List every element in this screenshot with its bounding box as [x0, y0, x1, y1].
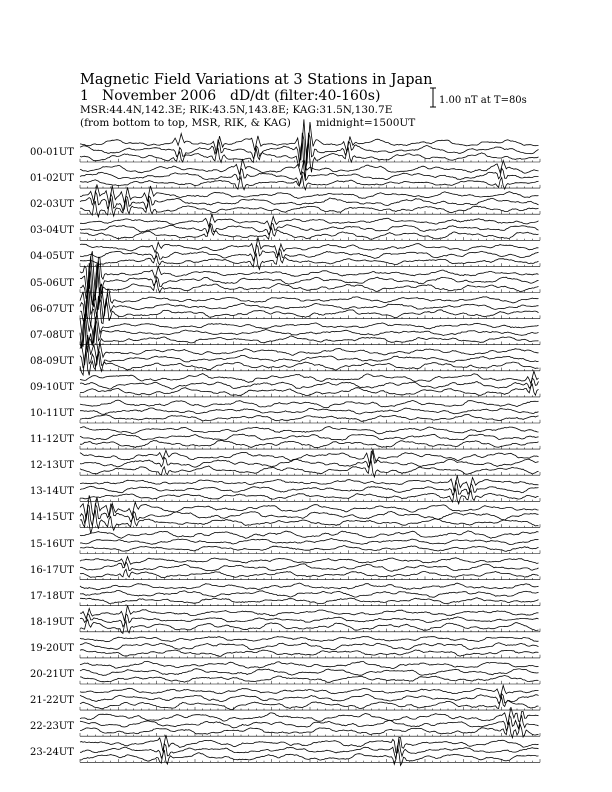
scale-bar — [430, 88, 436, 107]
trace-msr — [80, 253, 539, 269]
trace-rik — [80, 539, 539, 545]
stations-info: MSR:44.4N,142.3E; RIK:43.5N,143.8E; KAG:31.5N,130.7E — [80, 104, 393, 116]
trace-kag — [80, 661, 539, 668]
hour-block — [80, 371, 540, 397]
trace-kag — [80, 605, 539, 621]
hour-label: 14-15UT — [30, 512, 74, 524]
hour-label: 18-19UT — [30, 616, 74, 628]
trace-msr — [80, 569, 539, 578]
time-axis — [80, 472, 540, 475]
hour-block — [80, 214, 540, 240]
hour-block — [80, 735, 540, 766]
hour-label: 05-06UT — [30, 277, 74, 289]
hour-label: 06-07UT — [30, 303, 74, 315]
trace-rik — [80, 614, 539, 627]
hour-block — [80, 661, 540, 684]
hour-block — [80, 531, 540, 554]
hour-block — [80, 305, 540, 353]
hour-block — [80, 280, 540, 326]
time-axis — [80, 237, 540, 240]
trace-kag — [80, 583, 539, 590]
time-axis — [80, 733, 540, 736]
trace-msr — [80, 650, 539, 657]
hour-label: 17-18UT — [30, 590, 74, 602]
time-axis — [80, 603, 540, 606]
date-month-year: November 2006 — [102, 88, 217, 104]
trace-kag — [80, 685, 539, 697]
trace-rik — [80, 669, 539, 676]
hour-block — [80, 605, 540, 633]
trace-msr — [80, 510, 539, 534]
trace-kag — [80, 557, 539, 566]
hour-block — [80, 400, 540, 423]
hour-label: 03-04UT — [30, 225, 74, 237]
trace-msr — [80, 676, 539, 683]
trace-rik — [80, 343, 539, 368]
hour-block — [80, 637, 540, 658]
hour-block — [80, 557, 540, 580]
time-axis — [80, 289, 540, 292]
trace-kag — [80, 427, 539, 434]
trace-kag — [80, 531, 539, 539]
trace-rik — [80, 434, 539, 440]
hour-block — [80, 427, 540, 450]
hour-label: 08-09UT — [30, 355, 74, 367]
hour-label: 10-11UT — [30, 408, 74, 419]
hour-label: 01-02UT — [30, 173, 74, 185]
hour-label: 11-12UT — [30, 434, 74, 446]
hour-label: 23-24UT — [30, 747, 74, 759]
time-axis — [80, 420, 540, 423]
hour-label: 12-13UT — [30, 460, 74, 472]
hour-label: 15-16UT — [30, 538, 74, 550]
trace-msr — [80, 316, 539, 352]
hour-label: 02-03UT — [30, 199, 74, 211]
trace-msr — [80, 598, 539, 604]
hour-label: 13-14UT — [30, 486, 74, 498]
trace-msr — [80, 546, 539, 552]
time-axis — [80, 498, 540, 501]
chart-title: Magnetic Field Variations at 3 Stations in Japan — [80, 72, 433, 88]
hour-label: 19-20UT — [30, 642, 74, 654]
time-axis — [80, 315, 540, 318]
time-axis — [80, 368, 540, 371]
hour-block — [80, 251, 540, 306]
stacking-order-note: (from bottom to top, MSR, RIK, & KAG) — [80, 117, 291, 129]
trace-kag — [80, 400, 539, 408]
hour-label: 07-08UT — [30, 329, 74, 341]
hour-block — [80, 707, 540, 738]
hour-label: 21-22UT — [30, 695, 74, 707]
hour-block — [80, 583, 540, 606]
trace-msr — [80, 138, 539, 179]
time-axis — [80, 263, 540, 266]
time-axis — [80, 550, 540, 553]
trace-rik — [80, 694, 539, 704]
trace-rik — [80, 223, 539, 234]
time-axis — [80, 629, 540, 632]
trace-msr — [80, 384, 539, 396]
trace-rik — [80, 286, 539, 319]
time-axis — [80, 342, 540, 345]
trace-msr — [80, 225, 539, 239]
trace-msr — [80, 292, 539, 326]
midnight-note: midnight=1500UT — [316, 117, 416, 129]
trace-rik — [80, 562, 539, 571]
time-axis — [80, 681, 540, 684]
time-axis — [80, 185, 540, 188]
hour-block — [80, 237, 540, 269]
time-axis — [80, 159, 540, 162]
hour-label: 16-17UT — [30, 564, 74, 576]
hour-block — [80, 185, 540, 217]
trace-kag — [80, 637, 539, 642]
trace-kag — [80, 214, 539, 229]
time-axis — [80, 576, 540, 579]
hour-label: 09-10UT — [30, 381, 74, 393]
trace-rik — [80, 643, 539, 650]
trace-msr — [80, 441, 539, 448]
component-filter: dD/dt (filter:40-160s) — [230, 88, 381, 104]
time-axis — [80, 446, 540, 449]
date-day: 1 — [80, 88, 89, 104]
time-axis — [80, 655, 540, 658]
hour-block — [80, 475, 540, 503]
trace-rik — [80, 408, 539, 414]
hour-block — [80, 119, 540, 178]
hour-block — [80, 449, 540, 477]
hour-label: 20-21UT — [30, 669, 74, 680]
trace-rik — [80, 715, 539, 730]
hour-label: 04-05UT — [30, 251, 74, 263]
trace-msr — [80, 414, 539, 421]
trace-kag — [80, 251, 539, 294]
trace-rik — [80, 451, 539, 467]
time-axis — [80, 707, 540, 710]
hour-label: 22-23UT — [30, 721, 74, 733]
hour-label: 00-01UT — [30, 147, 74, 158]
hour-block — [80, 685, 540, 710]
scale-bar-label: 1.00 nT at T=80s — [439, 95, 527, 106]
time-axis — [80, 211, 540, 214]
trace-rik — [80, 591, 539, 598]
trace-kag — [80, 371, 539, 383]
